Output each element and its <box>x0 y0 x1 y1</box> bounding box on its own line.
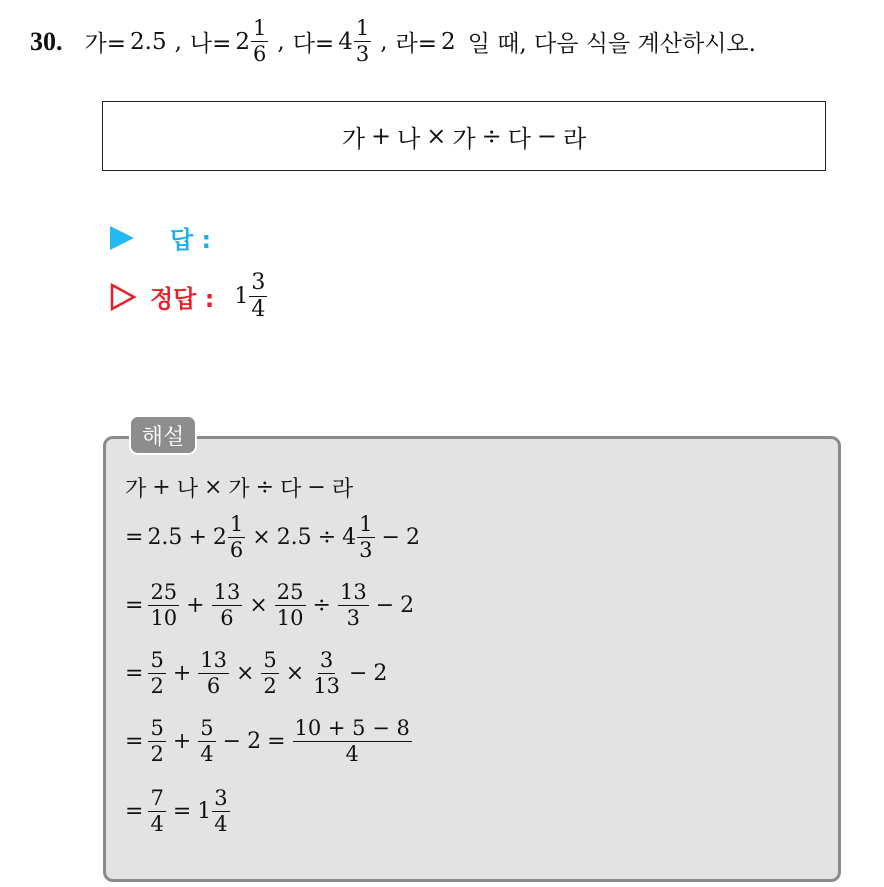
s5-f1-den: 2 <box>150 742 164 766</box>
s6-f1-den: 4 <box>150 812 164 836</box>
s1-ra: 라 <box>331 477 354 502</box>
correct-whole: 1 <box>234 284 249 309</box>
correct-answer-row <box>110 272 268 321</box>
expr-ga: 가 <box>341 124 365 153</box>
correct-numerator: 3 <box>251 270 266 295</box>
s4-f2-num: 13 <box>200 648 227 672</box>
s4-plus: + <box>172 661 192 686</box>
s6-f1-num: 7 <box>150 786 164 810</box>
s1-ga2: 가 <box>228 477 250 502</box>
s6-eq: = <box>125 799 144 824</box>
s5-f3 <box>293 718 412 765</box>
s5-f2-den: 4 <box>200 742 214 766</box>
s5-eq: = <box>125 729 144 754</box>
s3-f1-num: 25 <box>150 580 178 604</box>
na-whole: 2 <box>235 28 251 55</box>
comma: , <box>277 28 285 55</box>
s3-div: ÷ <box>312 593 331 618</box>
s4-minus: − <box>348 661 368 686</box>
s5-f1-num: 5 <box>150 716 164 740</box>
s2-eq: = <box>125 525 144 550</box>
s5-f3-den: 4 <box>345 742 359 766</box>
solution-line-3 <box>125 582 414 629</box>
s4-f2-den: 6 <box>206 674 221 698</box>
solution-tag: 해설 <box>129 415 197 455</box>
da-label: 다= <box>292 31 335 57</box>
ga-label: 가= <box>84 31 126 57</box>
s1-plus: + <box>152 475 171 500</box>
expr-minus: − <box>536 122 557 150</box>
ra-label: 라= <box>395 31 438 57</box>
s4-times: × <box>235 661 255 686</box>
s5-e: 2 <box>247 729 262 754</box>
solution-line-4 <box>125 650 387 697</box>
s1-minus: − <box>307 475 326 500</box>
solution-line-6 <box>125 788 231 835</box>
ga-value: 2.5 <box>130 28 167 55</box>
na-value <box>235 18 269 65</box>
s4-f3 <box>261 650 278 697</box>
s4-f4-num: 3 <box>319 648 334 672</box>
correct-fraction <box>249 272 267 321</box>
s4-times2: × <box>285 661 305 686</box>
s2-b-num: 1 <box>229 512 244 536</box>
s2-b-fraction <box>228 514 245 561</box>
problem-statement <box>30 18 756 65</box>
s6-f2-num: 3 <box>214 786 228 810</box>
s3-f2 <box>212 582 243 629</box>
da-numerator: 1 <box>355 16 370 40</box>
na-fraction <box>251 18 268 65</box>
s2-a: 2.5 <box>147 525 183 550</box>
s2-e: 2 <box>405 525 420 550</box>
s1-na: 나 <box>176 477 198 502</box>
s3-f4-den: 3 <box>346 606 360 630</box>
outline-triangle-icon <box>110 283 136 311</box>
s3-f2-num: 13 <box>213 580 241 604</box>
na-numerator: 1 <box>253 16 267 40</box>
expr-div: ÷ <box>481 122 502 150</box>
s2-b-den: 6 <box>229 538 244 562</box>
s3-f4 <box>338 582 369 629</box>
s2-b-whole: 2 <box>212 525 227 550</box>
s3-f2-den: 6 <box>220 606 234 630</box>
s4-f3-den: 2 <box>263 674 277 698</box>
s4-f2 <box>198 650 229 697</box>
expr-da: 다 <box>507 124 531 153</box>
s3-e: 2 <box>400 593 415 618</box>
s2-c: 2.5 <box>276 525 312 550</box>
s4-f3-num: 5 <box>263 648 277 672</box>
correct-answer-value <box>234 272 268 321</box>
s3-f4-num: 13 <box>339 580 367 604</box>
s5-f3-num: 10 + 5 − 8 <box>294 716 410 740</box>
s4-f4-den: 13 <box>313 674 340 698</box>
answer-label: 답 : <box>170 226 212 254</box>
s6-whole: 1 <box>197 799 212 824</box>
s5-f2 <box>198 718 215 765</box>
solution-line-5 <box>125 718 413 765</box>
expr-ra: 라 <box>563 124 587 153</box>
s2-times: × <box>252 525 271 550</box>
s2-minus: − <box>381 525 400 550</box>
s1-times: × <box>203 475 223 500</box>
da-fraction <box>354 18 371 65</box>
s4-eq: = <box>125 661 144 686</box>
expression-box <box>102 101 826 171</box>
s4-e: 2 <box>373 661 388 686</box>
s3-f3-den: 10 <box>276 606 304 630</box>
expr-na: 나 <box>397 124 421 153</box>
s4-f1-num: 5 <box>150 648 164 672</box>
s1-ga: 가 <box>125 477 147 502</box>
da-denominator: 3 <box>355 42 370 66</box>
s3-f3-num: 25 <box>276 580 304 604</box>
play-triangle-icon <box>110 226 134 250</box>
s6-eq2: = <box>172 799 192 824</box>
s3-minus: − <box>375 593 395 618</box>
s2-d-den: 3 <box>359 538 373 562</box>
s6-f2-den: 4 <box>214 812 228 836</box>
comma: , <box>174 28 182 55</box>
answer-row <box>110 220 211 255</box>
expr-times: × <box>426 122 447 150</box>
expr-ga2: 가 <box>452 124 476 153</box>
s1-div: ÷ <box>255 475 275 500</box>
comma: , <box>380 28 388 55</box>
question-number: 30. <box>30 26 63 56</box>
s5-eq2: = <box>267 729 286 754</box>
s3-eq: = <box>125 593 144 618</box>
expr-plus: + <box>371 122 392 150</box>
da-value <box>338 18 372 65</box>
solution-line-2 <box>125 514 420 561</box>
s3-plus: + <box>186 593 205 618</box>
s5-plus: + <box>172 729 192 754</box>
s6-f1 <box>148 788 165 835</box>
s2-div: ÷ <box>317 525 337 550</box>
solution-line-1 <box>125 472 353 503</box>
s2-plus: + <box>188 525 207 550</box>
s3-f1-den: 10 <box>150 606 178 630</box>
ra-value: 2 <box>441 28 456 55</box>
s5-f1 <box>148 718 165 765</box>
s3-f3 <box>275 582 306 629</box>
s2-d-fraction <box>357 514 374 561</box>
s3-f1 <box>148 582 179 629</box>
s5-f2-num: 5 <box>200 716 214 740</box>
na-label: 나= <box>189 31 232 57</box>
correct-denominator: 4 <box>251 297 266 322</box>
s6-f2 <box>212 788 229 835</box>
s4-f1 <box>148 650 165 697</box>
s2-d-whole: 4 <box>342 525 357 550</box>
s3-times: × <box>249 593 268 618</box>
s4-f1-den: 2 <box>150 674 164 698</box>
da-whole: 4 <box>338 28 353 55</box>
s1-da: 다 <box>280 477 302 502</box>
s4-f4 <box>311 650 342 697</box>
instruction: 일 때, 다음 식을 계산하시오. <box>467 31 756 57</box>
correct-answer-label: 정답 : <box>150 285 215 313</box>
na-denominator: 6 <box>253 42 267 66</box>
s5-minus: − <box>222 729 242 754</box>
s2-d-num: 1 <box>359 512 373 536</box>
